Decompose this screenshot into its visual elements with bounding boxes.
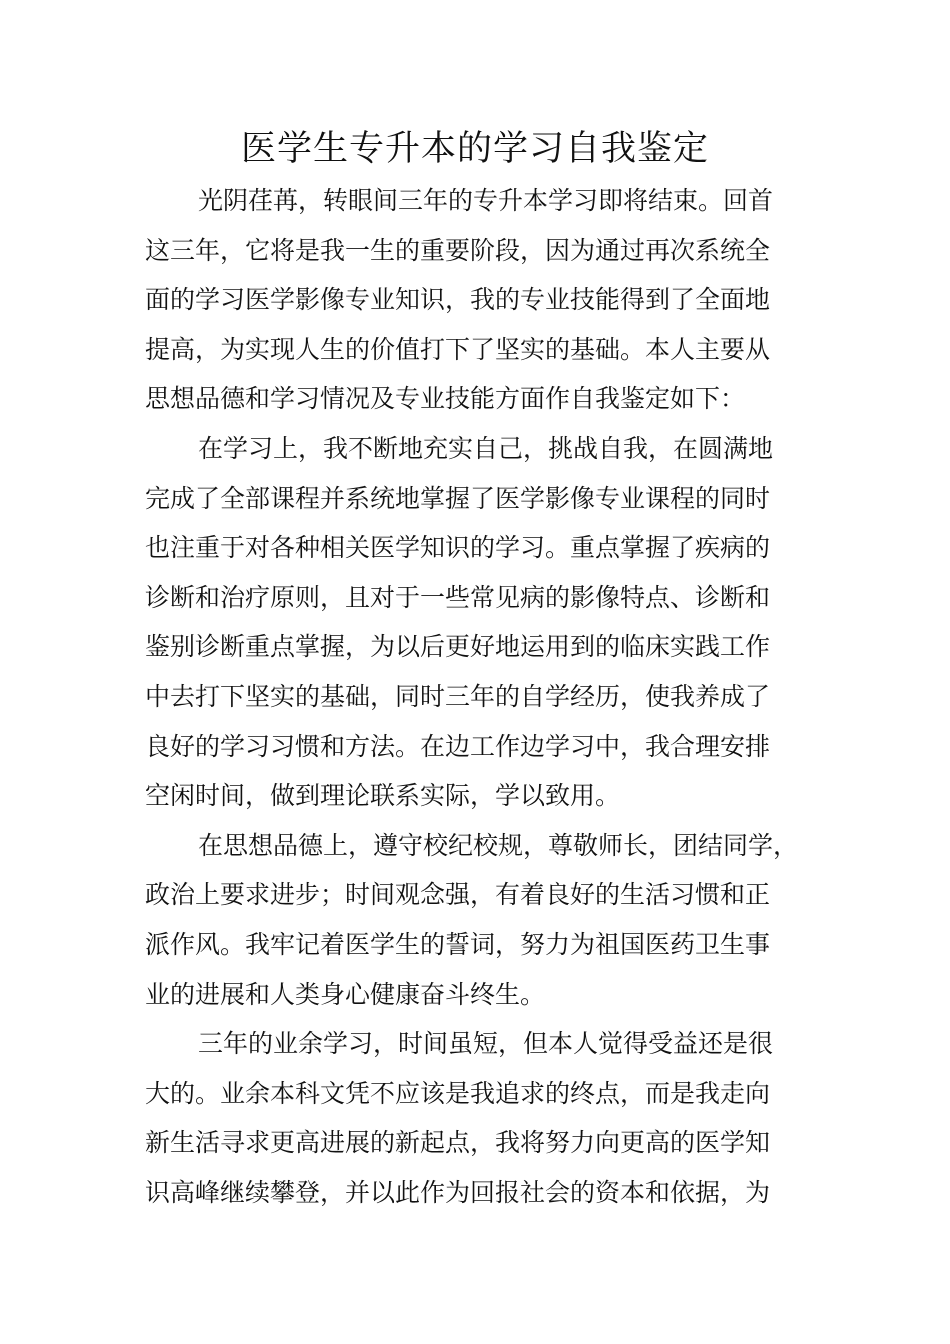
paragraph-line: 面的学习医学影像专业知识，我的专业技能得到了全面地 [145,285,771,315]
paragraph-line: 光阴荏苒，转眼间三年的专升本学习即将结束。回首 [198,186,774,215]
document-title: 医学生专升本的学习自我鉴定 [240,129,709,169]
paragraph-line: 良好的学习习惯和方法。在边工作边学习中，我合理安排 [145,731,771,761]
paragraph-line: 派作风。我牢记着医学生的誓词，努力为祖国医药卫生事 [145,929,771,959]
document-body [145,176,825,1217]
paragraph-line: 三年的业余学习，时间虽短，但本人觉得受益还是很 [198,1029,774,1059]
paragraph-line: 在学习上，我不断地充实自己，挑战自我，在圆满地 [198,433,774,463]
paragraph-conclusion [145,1019,825,1217]
paragraph-line: 完成了全部课程并系统地掌握了医学影像专业课程的同时 [145,483,771,513]
paragraph-intro [145,176,825,424]
paragraph-ethics [145,821,825,1019]
paragraph-line: 识高峰继续攀登，并以此作为回报社会的资本和依据，为 [145,1177,771,1207]
paragraph-line: 这三年，它将是我一生的重要阶段，因为通过再次系统全 [145,235,771,265]
paragraph-line: 新生活寻求更高进展的新起点，我将努力向更高的医学知 [145,1128,771,1158]
paragraph-line: 也注重于对各种相关医学知识的学习。重点掌握了疾病的 [145,533,771,563]
paragraph-line: 业的进展和人类身心健康奋斗终生。 [145,979,546,1009]
paragraph-line: 中去打下坚实的基础，同时三年的自学经历，使我养成了 [145,681,771,711]
paragraph-line: 大的。业余本科文凭不应该是我追求的终点，而是我走向 [145,1078,771,1108]
paragraph-line: 空闲时间，做到理论联系实际，学以致用。 [145,781,621,811]
paragraph-study [145,424,825,821]
paragraph-line: 提高，为实现人生的价值打下了坚实的基础。本人主要从 [145,334,771,364]
paragraph-line: 在思想品德上，遵守校纪校规，尊敬师长，团结同学， [198,830,799,860]
paragraph-line: 鉴别诊断重点掌握，为以后更好地运用到的临床实践工作 [145,632,771,662]
paragraph-line: 思想品德和学习情况及专业技能方面作自我鉴定如下： [145,384,746,414]
paragraph-line: 政治上要求进步；时间观念强，有着良好的生活习惯和正 [145,880,771,910]
paragraph-line: 诊断和治疗原则，且对于一些常见病的影像特点、诊断和 [145,582,771,612]
